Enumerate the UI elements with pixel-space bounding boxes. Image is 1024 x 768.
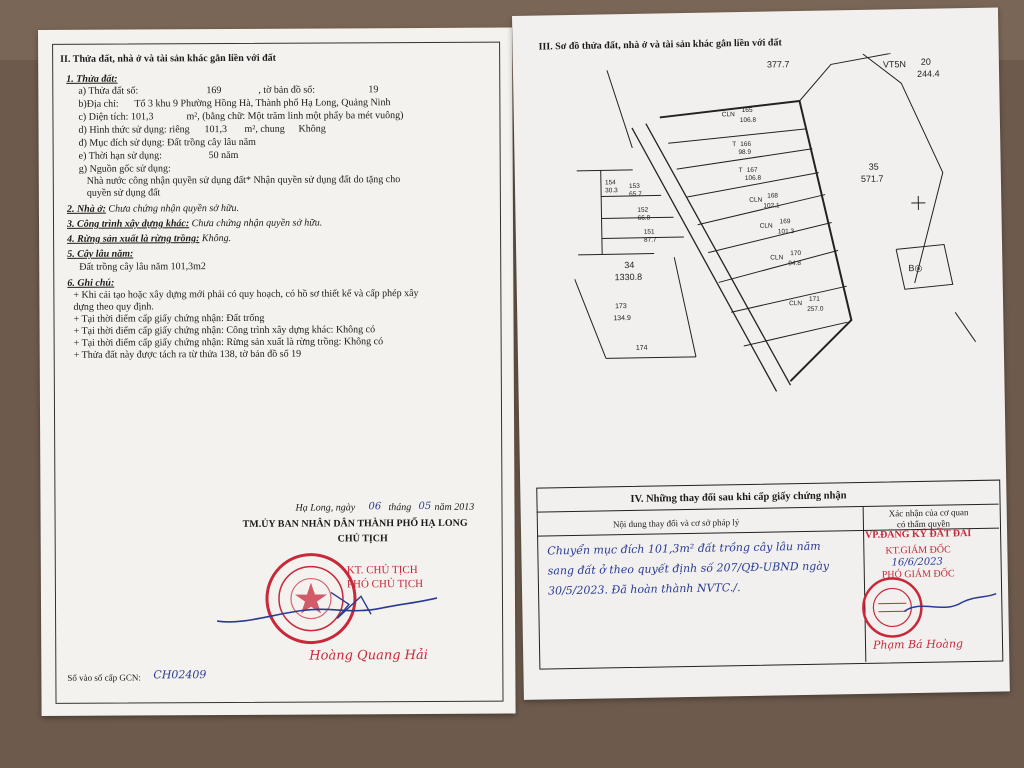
origin-line-2: quyền sử dụng đất [86,187,161,199]
left-plot-area: 66.8 [637,214,651,222]
left-plot-area: 30.3 [605,187,618,195]
origin-line-1: Nhà nước công nhận quyền sử dụng đất* Nhận quyền sử dụng đất do tặng cho [86,174,401,187]
section-2-title: II. Thửa đất, nhà ở và tài sản khác gắn liền với đất [60,52,277,65]
item-2 [67,203,239,216]
usage-shared-label: m², chung [244,123,285,135]
item-6-label: 6. Ghi chú: [67,277,115,289]
map-label-173: 173 [615,303,627,311]
plot-code: CLN [749,196,763,204]
map-label-35: 35 [868,161,879,172]
item-4-value: Không. [201,232,232,245]
plot-area: 101.3 [777,228,795,236]
map-sheet-label: , tờ bản đồ số: [258,84,316,96]
map-label-top-left: 377.7 [766,59,790,70]
item-3 [67,218,322,231]
official-signature [902,588,999,620]
confirm-kt: KT.GIÁM ĐỐC [885,544,951,557]
plot-area: 106.8 [744,174,762,182]
parcel-no-label: a) Thửa đất số: [78,85,139,97]
chairman-title: CHỦ TỊCH [337,533,388,545]
map-label-34: 34 [624,259,635,271]
plot-no: 168 [767,192,779,200]
deputy-line-2: PHÓ CHỦ TỊCH [346,577,424,591]
area-label: c) Diện tích: 101,3 [78,111,154,123]
usage-shared: Không [298,123,326,135]
deputy-line-1: KT. CHỦ TỊCH [346,564,418,577]
left-plot-area: 87.7 [643,236,657,244]
change-line-3: 30/5/2023. Đã hoàn thành NVTC./. [547,581,741,598]
term-label: e) Thời hạn sử dụng: [78,150,162,162]
plot-no: 165 [741,106,753,115]
map-label-20: 20 [920,56,931,67]
left-plot-no: 152 [637,206,649,214]
note-line: + Tại thời điểm cấp giấy chứng nhận: Đất trống [73,312,265,325]
origin-label: g) Nguồn gốc sử dụng: [78,163,171,175]
address-label: b)Địa chỉ: [78,98,119,110]
plot-code: CLN [759,222,773,230]
left-plot-no: 153 [628,182,640,190]
area-unit: m², (bằng chữ: Một trăm linh một phẩy ba mét vuông) [186,110,404,123]
item-3-label: 3. Công trình xây dựng khác: [66,218,190,230]
map-label-571: 571.7 [860,173,884,184]
plot-code: T [732,141,737,149]
map-label-1330: 1330.8 [614,271,643,283]
item-4 [67,233,231,246]
confirm-date: 16/6/2023 [891,556,943,569]
left-plot-no: 154 [604,179,616,187]
parcel-no: 169 [206,85,222,97]
plot-no: 167 [746,166,758,174]
item-2-label: 2. Nhà ở: [66,203,106,215]
address: Tổ 3 khu 9 Phường Hồng Hà, Thành phố Hạ Long, Quảng Ninh [134,97,391,110]
map-label-b-symbol: B◎ [908,262,923,274]
plot-no: 170 [790,249,802,258]
note-line: + Tại thời điểm cấp giấy chứng nhận: Công trình xây dựng khác: Không có [73,324,376,337]
change-line-1: Chuyển mục đích 101,3m² đất trồng cây lâu năm [547,539,821,558]
section-3-title: III. Sơ đồ thửa đất, nhà ở và tài sản khác gắn liền với đất [538,37,782,53]
item-5-value: Đất trồng cây lâu năm 101,3m2 [79,261,206,273]
serial-label: Số vào sổ cấp GCN: [67,672,141,683]
plot-area: 257.0 [807,305,824,313]
plot-area: 94.8 [788,259,802,268]
plot-area: 98.9 [738,148,752,157]
note-line: + Khi cải tạo hoặc xây dựng mới phải có quy hoạch, có hồ sơ thiết kế và cấp phép xây [73,288,419,301]
item-5-label: 5. Cây lâu năm: [67,248,134,260]
date-month-label: tháng [388,502,412,514]
issuer-title: TM.ỦY BAN NHÂN DÂN THÀNH PHỐ HẠ LONG [242,517,468,530]
section-4-title: IV. Những thay đổi sau khi cấp giấy chứng nhận [630,490,847,506]
map-label-134: 134.9 [613,314,631,323]
note-line: dựng theo quy định. [73,301,154,313]
item-4-label: 4. Rừng sản xuất là rừng trồng: [67,233,200,245]
plot-code: CLN [721,111,735,119]
date-place: Hạ Long, ngày [295,502,356,514]
col-content-header: Nội dung thay đổi và cơ sở pháp lý [612,517,740,530]
plot-code: CLN [789,299,803,308]
map-label-244: 244.4 [916,68,940,79]
plot-area: 102.1 [763,202,780,210]
col-confirm-header-1: Xác nhận của cơ quan [888,507,969,519]
confirm-org: VP.ĐĂNG KÝ ĐẤT ĐAI [865,528,972,541]
plot-code: CLN [770,254,784,262]
date-year: năm 2013 [434,501,475,513]
item-2-value: Chưa chứng nhận quyền sở hữu. [108,202,240,215]
handwritten-signature [211,584,441,631]
item-3-value: Chưa chứng nhận quyền sở hữu. [191,217,323,230]
purpose: đ) Mục đích sử dụng: Đất trồng cây lâu năm [78,136,256,149]
serial-value: CH02409 [153,668,207,682]
change-line-2: sang đất ở theo quyết định số 207/QĐ-UBND ngày [547,559,830,578]
term: 50 năm [208,149,239,162]
plot-area: 106.8 [739,116,757,125]
map-sheet-no: 19 [368,84,379,96]
item-1-title: 1. Thửa đất: [66,73,118,85]
cadastral-map [571,52,977,395]
note-line: + Tại thời điểm cấp giấy chứng nhận: Rừng sản xuất là rừng trồng: Không có [73,336,384,349]
plot-no: 171 [808,295,820,303]
certificate-right-page [512,8,1010,700]
plot-no: 166 [740,140,752,149]
certificate-left-page [38,28,516,716]
map-label-174: 174 [635,344,648,352]
date-month: 05 [418,500,432,513]
confirm-signer: Phạm Bá Hoàng [872,637,964,652]
usage-private: 101,3 [204,124,228,136]
left-plot-no: 151 [643,228,655,236]
note-line: + Thửa đất này được tách ra từ thửa 138, tờ bản đồ số 19 [73,348,302,361]
signer-name: Hoàng Quang Hải [309,647,428,664]
left-plot-area: 65.7 [629,190,642,198]
plot-no: 169 [779,218,791,226]
plot-code: T [738,166,743,175]
usage-form-label: d) Hình thức sử dụng: riêng [78,124,190,136]
confirm-role: PHÓ GIÁM ĐỐC [881,568,955,581]
col-confirm-header-2: có thẩm quyền [896,518,951,530]
map-label-vt5n: VT5N [882,59,907,70]
date-day: 06 [368,501,382,513]
